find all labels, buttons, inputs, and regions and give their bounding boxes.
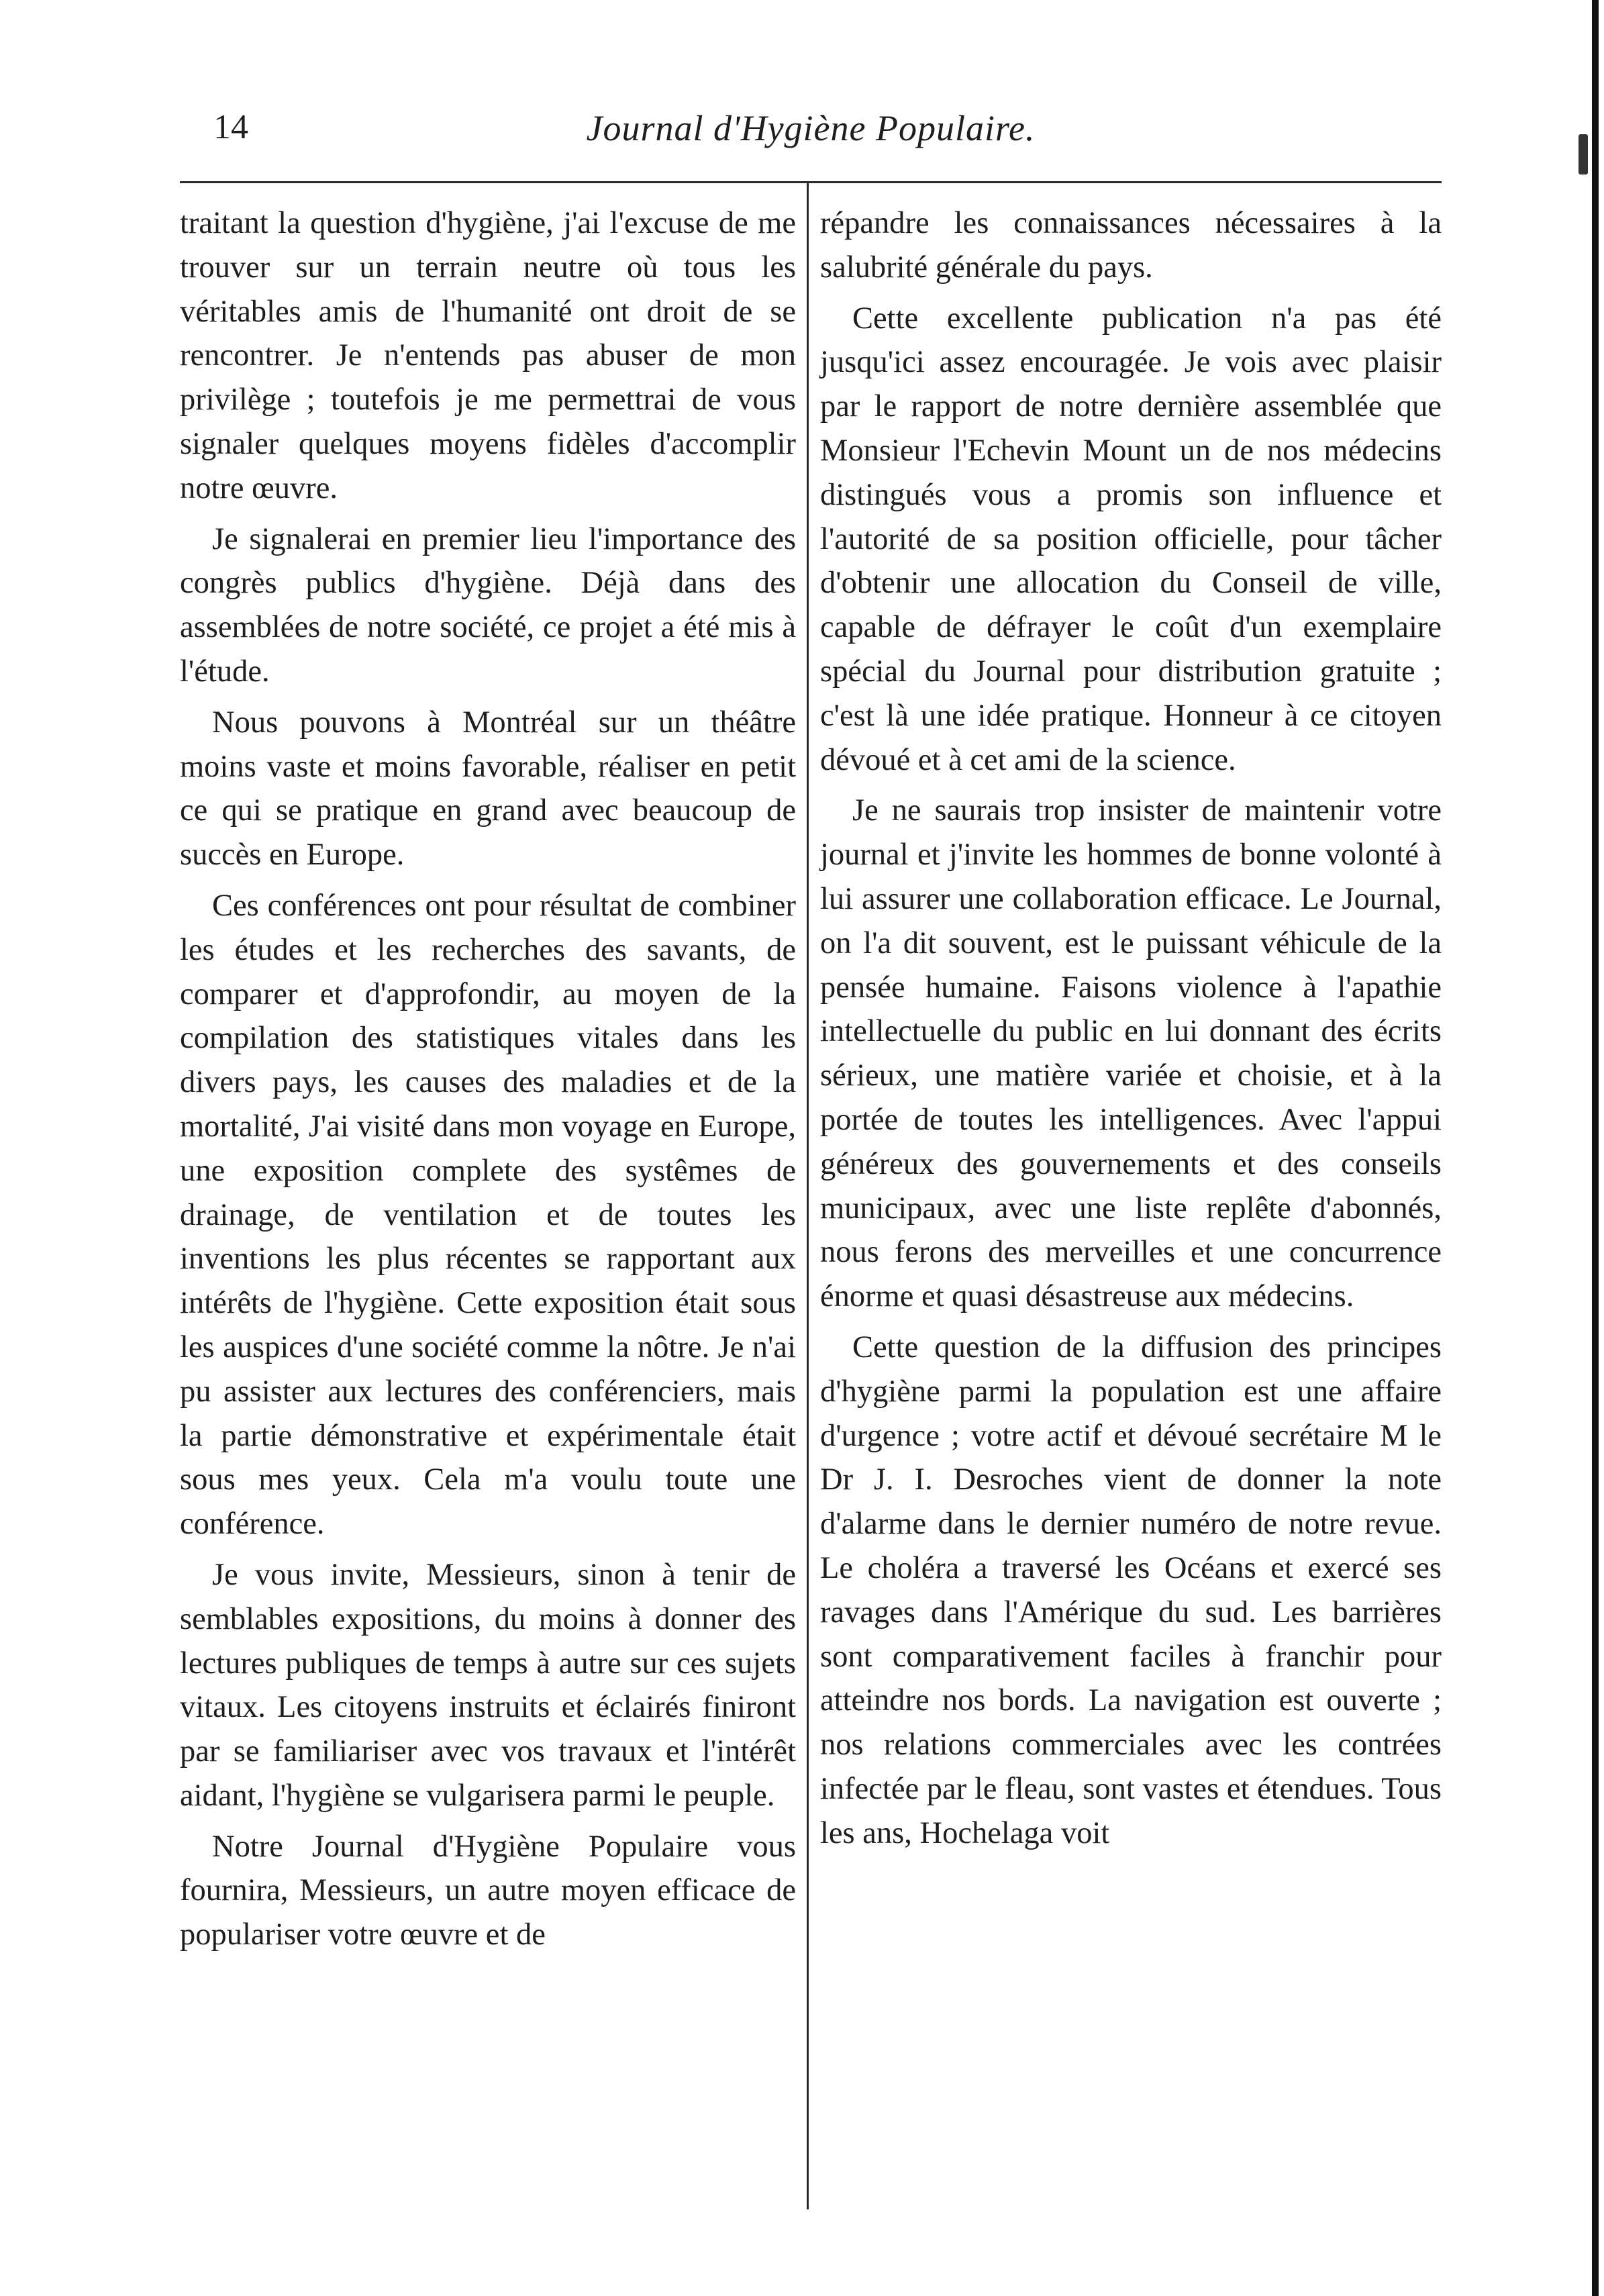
paragraph: Cette excellente publication n'a pas été jusqu'ici assez encouragée. Je vois avec plaisir par le rapport de notre dernière assemblée que Monsieur l'Echevin Mount un de nos médecins distingués vous a promis son influence et l'autorité de sa position officielle, pour tâcher d'obtenir une allocation du Conseil de ville, capable de défrayer le coût d'un exemplaire spécial du Journal pour distribution gratuite ; c'est là une idée pratique. Honneur à ce citoyen dévoué et à cet ami de la science. xyxy=(820,301,1442,777)
paragraph: Je signalerai en premier lieu l'importance des congrès publics d'hygiène. Déjà dans des assemblées de notre société, ce projet a été mis à l'étude. xyxy=(180,521,796,689)
paragraph: répandre les connaissances nécessaires à la salubrité générale du pays. xyxy=(820,206,1442,285)
right-column xyxy=(820,201,1442,1855)
paragraph: Nous pouvons à Montréal sur un théâtre moins vaste et moins favorable, réaliser en petit ce qui se pratique en grand avec beaucoup de succès en Europe. xyxy=(180,705,796,872)
paragraph: traitant la question d'hygiène, j'ai l'excuse de me trouver sur un terrain neutre où tous les véritables amis de l'humanité ont droit de se rencontrer. Je n'entends pas abuser de mon privilège ; toutefois je me permettrai de vous signaler quelques moyens fidèles d'accomplir notre œuvre. xyxy=(180,206,796,505)
paragraph: Je ne saurais trop insister de maintenir votre journal et j'invite les hommes de bonne volonté à lui assurer une collaboration efficace. Le Journal, on l'a dit souvent, est le puissant véhicule de la pensée humaine. Faisons violence à l'apathie intellectuelle du public en lui donnant des écrits sérieux, une matière variée et choisie, et à la portée de toutes les intelligences. Avec l'appui généreux des gouvernements et des conseils municipaux, avec une liste replête d'abonnés, nous ferons des merveilles et une concurrence énorme et quasi désastreuse aux médecins. xyxy=(820,793,1442,1314)
paragraph: Notre Journal d'Hygiène Populaire vous fournira, Messieurs, un autre moyen efficace de populariser votre œuvre et de xyxy=(180,1829,796,1952)
column-divider xyxy=(807,183,809,2209)
paragraph: Ces conférences ont pour résultat de combiner les études et les recherches des savants, de comparer et d'approfondir, au moyen de la compilation des statistiques vitales dans les divers pays, les causes des maladies et de la mortalité, J'ai visité dans mon voyage en Europe, une exposition complete des systêmes de drainage, de ventilation et de toutes les inventions les plus récentes se rapportant aux intérêts de l'hygiène. Cette exposition était sous les auspices d'une société comme la nôtre. Je n'ai pu assister aux lectures des conférenciers, mais la partie démonstrative et expérimentale était sous mes yeux. Cela m'a voulu toute une conférence. xyxy=(180,888,796,1542)
page-edge-mark xyxy=(1578,134,1588,174)
left-column xyxy=(180,201,796,1957)
page-number: 14 xyxy=(213,108,248,146)
paragraph: Cette question de la diffusion des principes d'hygiène parmi la population est une affaire d'urgence ; votre actif et dévoué secrétaire M le Dr J. I. Desroches vient de donner la note d'alarme dans le dernier numéro de notre revue. Le choléra a traversé les Océans et exercé ses ravages dans l'Amérique du sud. Les barrières sont comparativement faciles à franchir pour atteindre nos bords. La navigation est ouverte ; nos relations commerciales avec les contrées infectée par le fleau, sont vastes et étendues. Tous les ans, Hochelaga voit xyxy=(820,1330,1442,1850)
page-header xyxy=(180,101,1442,161)
paragraph: Je vous invite, Messieurs, sinon à tenir de semblables expositions, du moins à donner des lectures publiques de temps à autre sur ces sujets vitaux. Les citoyens instruits et éclairés finiront par se familiariser avec vos travaux et l'intérêt aidant, l'hygiène se vulgarisera parmi le peuple. xyxy=(180,1557,796,1813)
page-edge-shadow xyxy=(1592,0,1599,2296)
header-rule xyxy=(180,181,1442,183)
running-title: Journal d'Hygiène Populaire. xyxy=(586,108,1036,148)
